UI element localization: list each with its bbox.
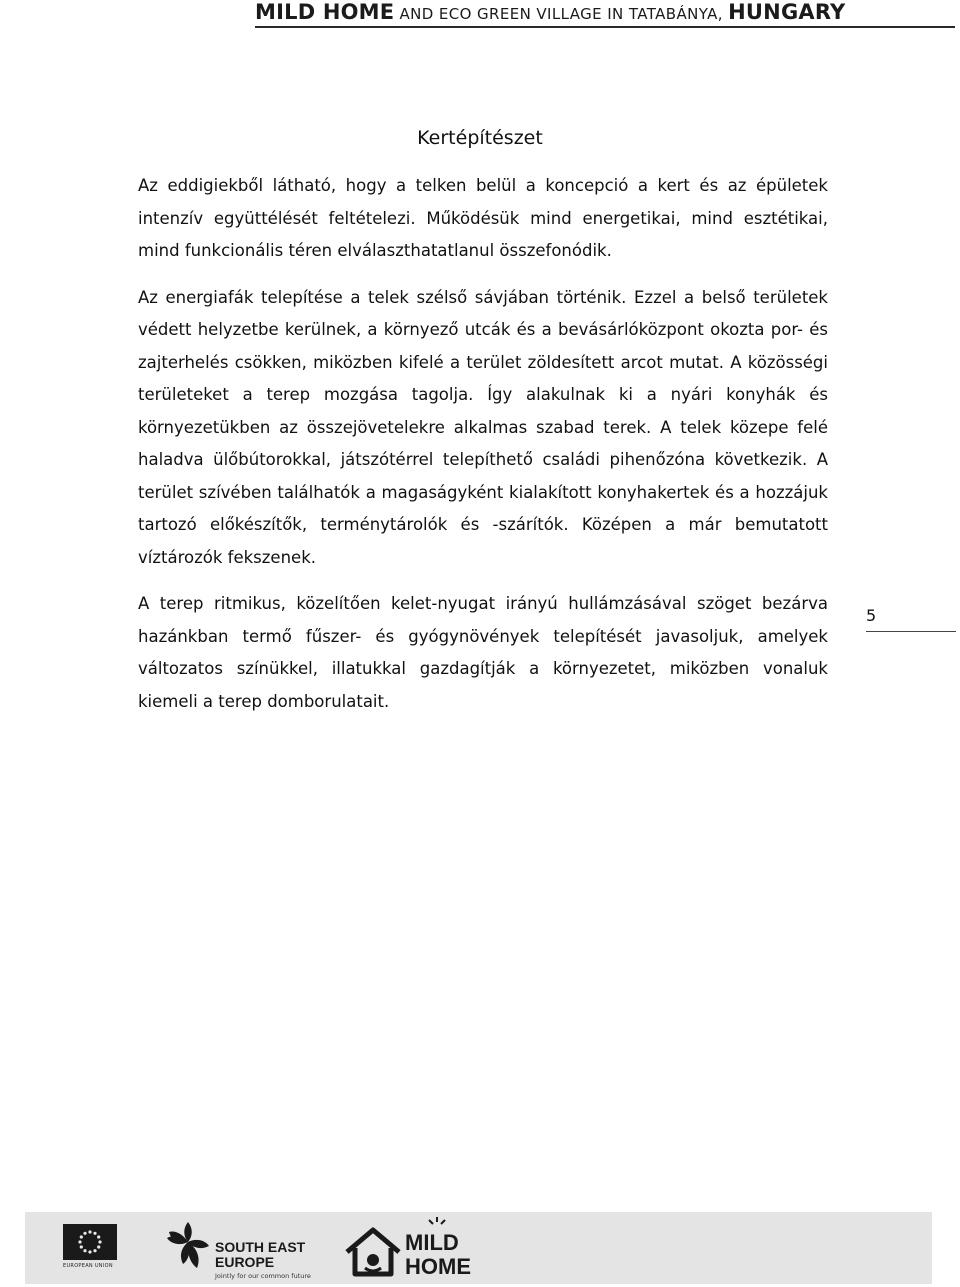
- mild-home-logo: [343, 1216, 503, 1282]
- paragraph-1: Az eddigiekből látható, hogy a telken belül a koncepció a kert és az épületek intenzív együttélését feltételezi. Működésük mind energetikai, mind esztétikai, mind funkcionális téren elválaszthatatlanul összefonódik.: [138, 176, 828, 260]
- body-text: [138, 170, 828, 732]
- south-east-europe-logo: [163, 1218, 313, 1280]
- home-word: HOME: [405, 1254, 471, 1279]
- section-title: Kertépítészet: [417, 127, 543, 149]
- running-header: [255, 0, 955, 28]
- header-hungary: HUNGARY: [728, 0, 846, 24]
- see-name: [215, 1240, 305, 1270]
- paragraph-2: Az energiafák telepítése a telek szélső sávjában történik. Ezzel a belső területek védett helyzetbe kerülnek, a környező utcák és a bevásárlóközpont okozta por- és zajterhelés csökken, miközben kifelé a terület zöldesített arcot mutat. A közösségi területeket a terep mozgása tagolja. Így alakulnak ki a nyári konyhák és környezetükben az összejövetelekre alkalmas szabad terek. A telek közepe felé haladva ülőbútorokkal, játszótérrel telepíthető családi pihenőzóna következik. A terület szívében találhatók a magaságyként kialakított konyhakertek és a hozzájuk tartozó előkészítők, terménytárolók és -szárítók. Középen a már bemutatott víztározók fekszenek.: [138, 287, 828, 567]
- header-mild-home: MILD HOME: [255, 0, 395, 24]
- page-number: 5: [866, 606, 956, 632]
- sun-rays-icon: [425, 1216, 449, 1230]
- see-line-2: EUROPE: [215, 1254, 275, 1270]
- mild-word: MILD: [405, 1230, 459, 1255]
- footer-logo-bar: [25, 1212, 932, 1284]
- house-sun-icon: [343, 1218, 405, 1280]
- eu-flag-icon: [63, 1224, 117, 1260]
- eu-logo: [63, 1224, 119, 1278]
- see-tagline: Jointly for our common future: [215, 1272, 311, 1280]
- eu-caption: EUROPEAN UNION: [63, 1263, 113, 1269]
- see-line-1: SOUTH EAST: [215, 1239, 306, 1255]
- flower-emblem-icon: [163, 1218, 213, 1278]
- header-middle: AND ECO GREEN VILLAGE IN TATABÁNYA,: [394, 5, 729, 23]
- paragraph-3: A terep ritmikus, közelítően kelet-nyugat irányú hullámzásával szöget bezárva hazánkban termő fűszer- és gyógynövények telepítését javasoljuk, amelyek változatos színükkel, illatukkal gazdagítják a környezetet, miközben vonaluk kiemeli a terep domborulatait.: [138, 594, 828, 711]
